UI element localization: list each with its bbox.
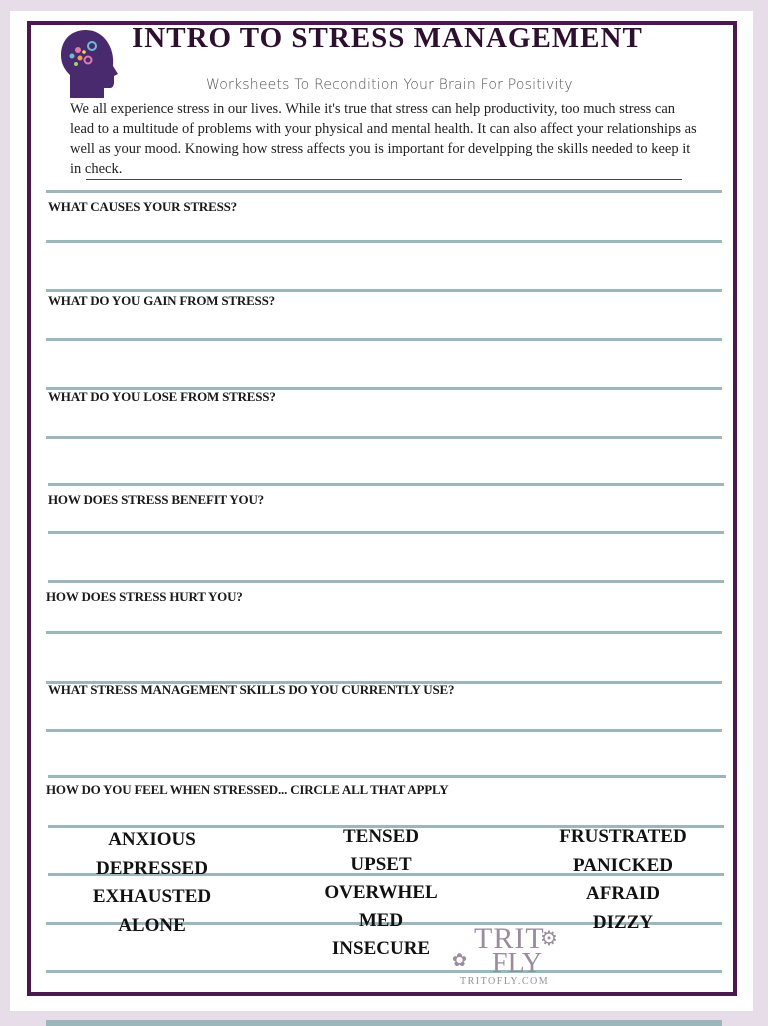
intro-paragraph: We all experience stress in our lives. While it's true that stress can help productivity, too much stress can lead to a multitude of problems with your physical and mental health. It can also affect your relationships as well as your mood. Knowing how stress affects you is important for develpping the skills needed to keep it in check. — [70, 101, 697, 177]
feeling-option[interactable]: UPSET — [350, 854, 412, 875]
brand-line-1: TRIT — [474, 922, 545, 955]
question-label: WHAT CAUSES YOUR STRESS? — [48, 199, 237, 214]
feeling-option[interactable]: DEPRESSED — [96, 857, 208, 879]
rule-line — [48, 483, 724, 486]
rule-line — [48, 580, 724, 583]
feeling-option[interactable]: PANICKED — [573, 854, 673, 876]
gear-icon: ⚙ — [540, 928, 558, 950]
page-subtitle: Worksheets To Recondition Your Brain For Positivity — [206, 77, 573, 93]
feeling-option[interactable]: OVERWHEL — [324, 882, 438, 903]
rule-line — [46, 190, 722, 193]
brand-url: TRITOFLY.COM — [460, 976, 550, 987]
answer-line[interactable] — [46, 240, 722, 243]
brand-watermark — [452, 924, 572, 990]
answer-line[interactable] — [46, 338, 722, 341]
feeling-option[interactable]: MED — [358, 910, 404, 931]
rule-line — [46, 289, 722, 292]
answer-line[interactable] — [46, 631, 722, 634]
feelings-column-3 — [543, 823, 703, 937]
feelings-column-1 — [72, 826, 232, 940]
brand-line-2: FLY — [492, 948, 543, 979]
feelings-column-2 — [301, 823, 461, 963]
feeling-option[interactable]: ANXIOUS — [108, 829, 196, 850]
question-label: WHAT DO YOU LOSE FROM STRESS? — [48, 389, 276, 404]
question-label: WHAT DO YOU GAIN FROM STRESS? — [48, 293, 275, 308]
question-label: HOW DOES STRESS HURT YOU? — [46, 589, 243, 604]
question-label: HOW DO YOU FEEL WHEN STRESSED... CIRCLE ALL THAT APPLY — [46, 782, 449, 797]
answer-line[interactable] — [48, 531, 724, 534]
feeling-option[interactable]: TENSED — [342, 826, 420, 847]
swirl-icon: ✿ — [452, 950, 468, 970]
feeling-option[interactable]: INSECURE — [331, 938, 431, 959]
answer-line[interactable] — [46, 729, 722, 732]
next-page-edge — [46, 1020, 722, 1026]
rule-line — [48, 775, 726, 778]
feeling-option[interactable]: DIZZY — [592, 911, 654, 933]
feeling-option[interactable]: EXHAUSTED — [92, 886, 212, 907]
head-with-gears-icon — [58, 28, 122, 100]
question-label: HOW DOES STRESS BENEFIT YOU? — [48, 492, 264, 507]
feeling-option[interactable]: ALONE — [118, 914, 186, 936]
page-title: INTRO TO STRESS MANAGEMENT — [132, 22, 643, 54]
question-label: WHAT STRESS MANAGEMENT SKILLS DO YOU CURRENTLY USE? — [48, 682, 455, 697]
answer-line[interactable] — [46, 436, 722, 439]
intro-divider — [86, 179, 682, 180]
feeling-option[interactable]: FRUSTRATED — [559, 826, 687, 847]
rule-line — [46, 970, 722, 973]
feeling-option[interactable]: AFRAID — [586, 883, 660, 904]
